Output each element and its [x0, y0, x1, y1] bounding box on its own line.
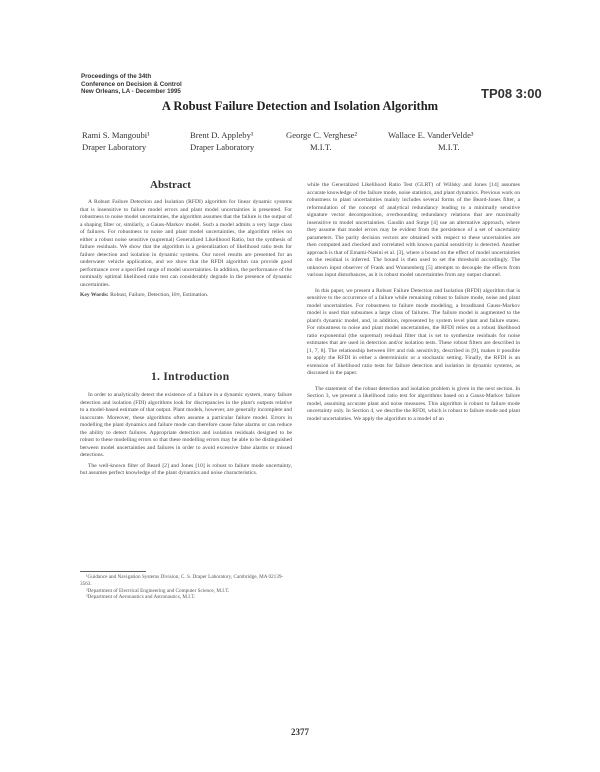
proceedings-header	[81, 73, 182, 96]
author-affiliation: Draper Laboratory	[190, 142, 255, 152]
proceedings-line-3: New Orleans, LA - December 1995	[81, 88, 181, 96]
right-paragraph-3: The statement of the robust detection and isolation problem is given in the next section. In Section 3, we present a likelihood ratio test for algorithms based on a Gauss-Markov failure model, assuming accurate plant and noise measures. This algorithm is robust to failure mode uncertainty only. In Section 4, we describe the RFDI, which is robust to failure mode and plant model uncertainties. We apply the algorithm to a model of an	[307, 385, 520, 422]
right-column	[307, 182, 520, 426]
footnote-2: ²Department of Electrical Engineering and Computer Science, M.I.T.	[86, 587, 230, 594]
footnote-3: ³Department of Aeronautics and Astronautics, M.I.T.	[86, 594, 196, 601]
abstract-heading: Abstract	[150, 179, 191, 191]
author-name: Wallace E. VanderVelde³	[388, 130, 474, 140]
author-name: Rami S. Mangoubi¹	[82, 130, 150, 140]
page-number: 2377	[291, 727, 309, 737]
abstract-text: A Robust Failure Detection and Isolation (RFDI) algorithm for linear dynamic systems that is insensitive to failure model errors and plant model uncertainties is presented. For robustness to noise model uncertainties, the algorithm assumes that the failure is the output of a shaping filter or, similarly, a Gauss-Markov model. Such a model admits a very large class of failures. For robustness to noise and plant model uncertainties, the algorithm relies on either a robust noise sensitive (supremal) Generalized Likelihood Ratio, but the synthesis of failure residuals. We show that the algorithm is a generalization of likelihood ratio tests for failure detection and isolation in dynamic systems. Our novel results are presented for an underwater vehicle application, and we show that the RFDI algorithm can provide good performance over a specified range of model uncertainties. In addition, the performance of the nominally optimal likelihood ratio test can considerably degrade in the presence of dynamic uncertainties.	[80, 199, 292, 288]
right-paragraph-1: while the Generalized Likelihood Ratio Test (GLRT) of Willsky and Jones [14] assumes accurate knowledge of the failure mode, noise statistics, and plant dynamics. Previous work on robustness to plant uncertainties mainly includes several forms of the Beard-Jones filter, a reformulation of the concept of analytical redundancy leading to a minimally sensitive signature vector decomposition, overbounding redundancy relations that are maximally insensitive to model uncertainties. Gaudin and Surge [4] use an alternative approach, where they assume that model errors may be evident from the persistence of a set of uncertainty parameters. The parity decision vectors are obtained with respect to these uncertainties are then computed and checked and correlated with known partial sensitivity is detected. Another approach is that of Emami-Naeini et al. [3], where a bound on the effect of model uncertainties on the residual is inferred. The bound is then used to set the threshold accordingly. The unknown input observer of Frank and Wunnenberg [5] attempts to decouple the effects from various input disturbances, as it is robust model uncertainties from any output channel.	[307, 182, 520, 278]
introduction-body	[80, 392, 292, 481]
paper-title: A Robust Failure Detection and Isolation Algorithm	[161, 99, 439, 113]
author-affiliation: Draper Laboratory	[82, 142, 147, 152]
keywords	[80, 292, 292, 300]
author-name: George C. Verghese²	[286, 130, 358, 140]
author-affiliation: M.I.T.	[438, 142, 460, 152]
keywords-label: Key Words:	[80, 292, 109, 298]
footnote-rule	[80, 571, 146, 572]
footnotes	[80, 574, 292, 601]
keywords-text: Robust, Failure, Detection, H∞, Estimation.	[110, 292, 209, 298]
author-4	[388, 129, 473, 153]
intro-paragraph-1: In order to analytically detect the existence of a failure in a dynamic system, many failure detection and isolation (FDI) algorithms look for discrepancies in the plant's outputs relative to a model-based estimate of that output. Plant models, however, are generally incomplete and inaccurate. Moreover, these algorithms often assume a particular failure model. Errors in modelling the plant dynamics and failure mode can therefore cause false alarms or can reduce the ability to detect failures. Appropriate detection and isolation residuals designed to be robust to these modelling errors so that these modelling errors may be able to be distinguished between model uncertainties and failures in order to avoid excessive false alarms or missed detections.	[80, 392, 292, 458]
introduction-heading: 1. Introduction	[151, 371, 230, 383]
proceedings-line-2: Conference on Decision & Control	[81, 80, 182, 88]
author-1	[82, 129, 150, 153]
footnote-1: ¹Guidance and Navigation Systems Division, C. S. Draper Laboratory, Cambridge, MA 02139-3563.	[80, 574, 284, 587]
author-2	[190, 129, 254, 153]
abstract-body	[80, 199, 292, 303]
author-name: Brent D. Appleby¹	[190, 130, 254, 140]
author-affiliation: M.I.T.	[310, 142, 332, 152]
session-code: TP08 3:00	[481, 86, 542, 101]
intro-paragraph-2: The well-known filter of Beard [2] and Jones [10] is robust to failure mode uncertainty, but assumes perfect knowledge of the plant dynamics and noise characteristics.	[80, 462, 292, 476]
proceedings-line-1: Proceedings of the 34th	[81, 73, 152, 80]
right-paragraph-2: In this paper, we present a Robust Failure Detection and Isolation (RFDI) algorithm that is sensitive to the occurrence of a failure while remaining robust to failure mode, noise and plant model uncertainties. For robustness to failure mode modeling, a broadband Gauss-Markov model is used that subsumes a large class of failures. The failure model is augmented to the plant's dynamic model, and, in addition, represented by system level plant and failure states. For robustness to noise and plant model uncertainties, the RFDI relies on a robust likelihood ratio exponential (the supremal) residual filter that is set to synthesize residuals for noise estimates that are used in detection and/or isolation tests. These robust filters are described in [1, 7, 8]. The relationship between H∞ and risk sensitivity, described in [9], makes it possible to apply the RFDI in either a deterministic or a stochastic setting. Finally, the RFDI is an extension of likelihood ratio tests for failure detection and isolation in dynamic systems, as discussed in the paper.	[307, 287, 520, 376]
author-3	[286, 129, 357, 153]
